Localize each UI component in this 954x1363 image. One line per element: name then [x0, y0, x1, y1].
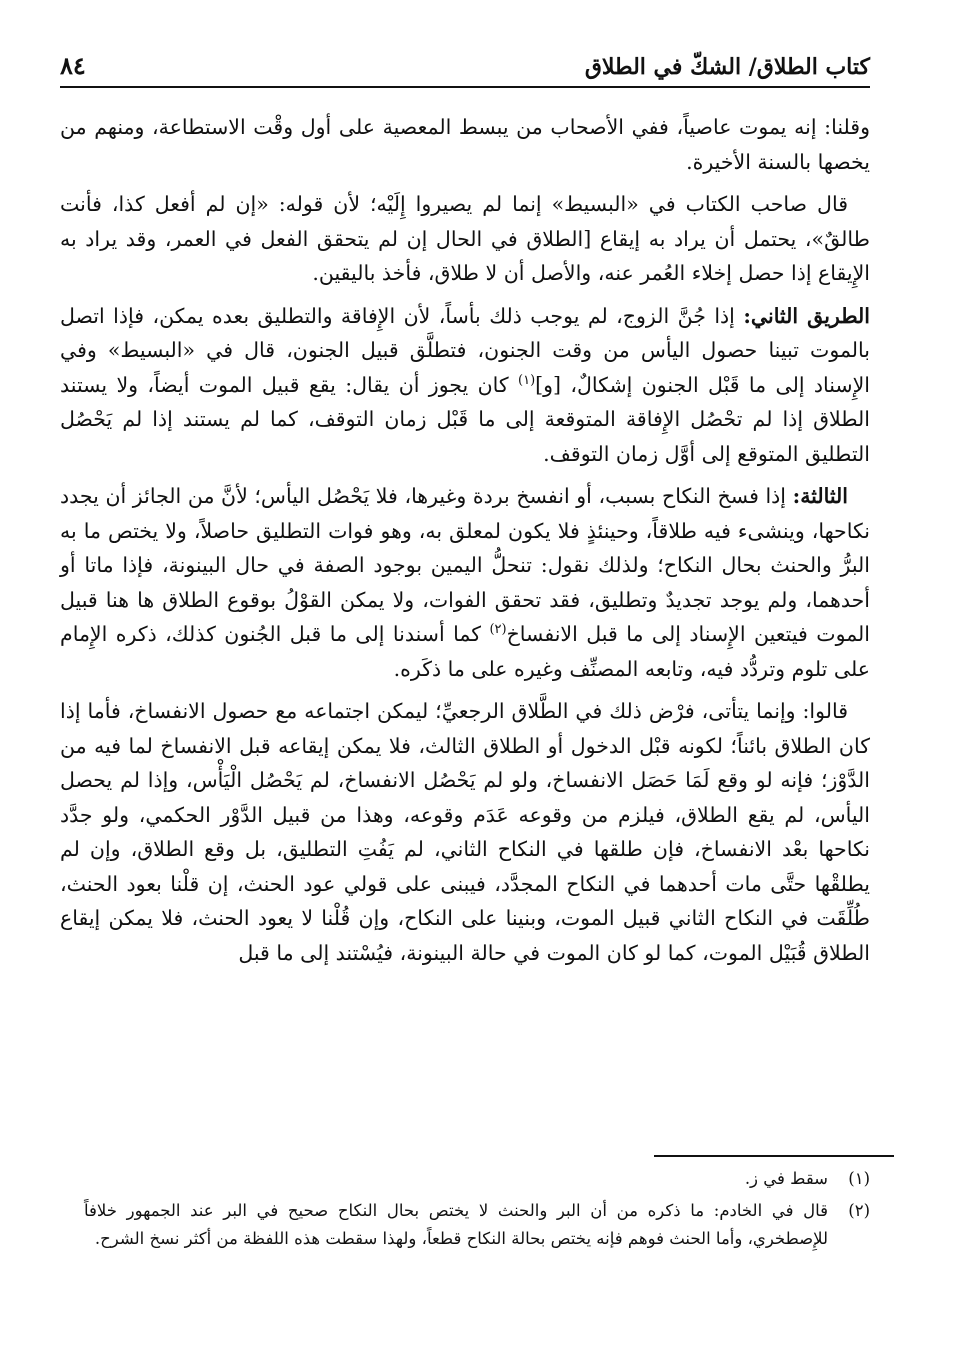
- footnote-ref-1: (١): [518, 372, 536, 388]
- footnotes: [84, 1165, 870, 1257]
- paragraph-4-text-a: إذا فسخ النكاح بسبب، أو انفسخ بردة وغيرها، فلا يَحْصُل اليأس؛ لأنَّ من الجائز أن يجدد نكاحها، وينشىء فيه طلاقاً، وحينئذٍ فلا يكون لمعلق به، وهو فوات التطليق حاصلاً، ولا يختص ما به البرُّ والحنث بحال النكاح؛ ولذلك نقول: تنحلُّ اليمين بوجود الصفة في حال البينونة، فإذا ماتا أو أحدهما، ولم يوجد تجديدٌ وتطليق، فقد تحقق الفوات، ولا يمكن القوْلُ بوقوع الطلاق ها هنا قبيل الموت فيتعين الإِسناد إلى ما قبل الانفساخ: [60, 484, 870, 646]
- page-number: ٨٤: [60, 51, 86, 80]
- running-title: كتاب الطلاق/ الشكّ في الطلاق: [584, 54, 870, 80]
- footnote-ref-2: (٢): [489, 622, 507, 638]
- main-text: [60, 110, 870, 970]
- paragraph-3-heading: الطريق الثاني:: [743, 303, 870, 328]
- paragraph-5: قالوا: وإنما يتأتى، فرْض ذلك في الطَّلاق الرجعيِّ؛ ليمكن اجتماعه مع حصول الانفساخ، فأما إذا كان الطلاق بائناً؛ لكونه قبْل الدخول أو الطلاق الثالث، فلا يمكن إيقاعه قبل الانفساخ لما فيه من الدَّوْز؛ فإنه لو وقع لَمَا حَصَل الانفساخ، ولو لم يَحْصُل الانفساخ، لم يَحْصُل الْيَأْس، وإذا لم يحصل اليأس، لم يقع الطلاق، فيلزم من وقوعه عَدَم وقوعه، وهذا من قبيل الدَّوْر الحكمي، ولو جدَّد نكاحها بعْد الانفساخ، فإن طلقها في النكاح الثاني، لم يَفُتِ التطليق، بل وقع الطلاق، وإن لم يطلقْها حتَّى مات أحدهما في النكاح المجدَّد، فيبنى على قولي عود الحنث، إن قلْنا بعود الحنث، طُلِّقَت في النكاح الثاني قبيل الموت، وبنينا على النكاح، وإن قُلْنا لا يعود الحنث، فلا يمكن إيقاع الطلاق قُبَيْل الموت، كما لو كان الموت في حالة البينونة، فيُسْتند إلى ما قبل: [60, 699, 870, 965]
- paragraph-3-text-b: كان يجوز أن يقال: يقع قبيل الموت أيضاً، ولا يستند الطلاق إذا لم تحْصُل الإِفاقة المتوقعة إلى ما قَبْل زمان التوقف، كما لم يستند إذا لم يَحْصُل التطليق المتوقع إلى أوَّل زمان التوقف.: [60, 372, 870, 466]
- footnote-text: قال في الخادم: ما ذكره من أن البر والحنث لا يختص بحال النكاح صحيح في البر عند الجمهور خلافاً للإِصطخري، وأما الحنث فوهم فإنه يختص بحالة النكاح قطعاً، ولهذا سقطت هذه اللفظة من أكثر نسخ الشرح.: [84, 1201, 828, 1248]
- footnote-separator: [654, 1155, 894, 1157]
- paragraph-4-heading: الثالثة:: [792, 484, 848, 508]
- running-header: [60, 40, 870, 88]
- paragraph-2: قال صاحب الكتاب في «البسيط» إنما لم يصيروا إِلَيْه؛ لأن قوله: «إن لم أفعل كذا، فأنت طالقٌ»، يحتمل أن يراد به إيقاع [الطلاق في الحال إن لم يتحقق الفعل في العمر، وقد يراد به الإِيقاع إذا حصل إخلاء العُمر عنه، والأصل أن لا طلاق، فأخذ باليقين.: [60, 192, 870, 285]
- paragraph-1: وقلنا: إنه يموت عاصياً، ففي الأصحاب من يبسط المعصية على أول وقْت الاستطاعة، ومنهم من يخصها بالسنة الأخيرة.: [60, 115, 870, 174]
- footnote-item: [84, 1165, 870, 1193]
- footnote-text: سقط في ز.: [744, 1169, 828, 1188]
- footnote-item: [84, 1197, 870, 1253]
- paragraph-4: [60, 479, 870, 686]
- footnote-number: (٢): [848, 1201, 870, 1220]
- paragraph-3-text-a: إذا جُنَّ الزوج، لم يوجب ذلك بأساً، لأن الإِفاقة والتطليق بعده يمكن، فإذا اتصل بالموت تبينا حصول اليأس من وقت الجنون، فتطلَّق قبيل الجنون، قال في «البسيط» وفي الإِسناد إلى ما قَبْل الجنون إشكالٌ، [و]: [60, 303, 870, 397]
- paragraph-3: [60, 299, 870, 472]
- footnote-number: (١): [848, 1169, 870, 1188]
- paragraph-4-text-b: كما أسندنا إلى ما قبل الجُنون كذلك، ذكره الإِمام على تلوم وتردُّد فيه، وتابعه المصنِّف وغيره على ما ذكَره.: [60, 622, 870, 681]
- book-page: [60, 40, 870, 978]
